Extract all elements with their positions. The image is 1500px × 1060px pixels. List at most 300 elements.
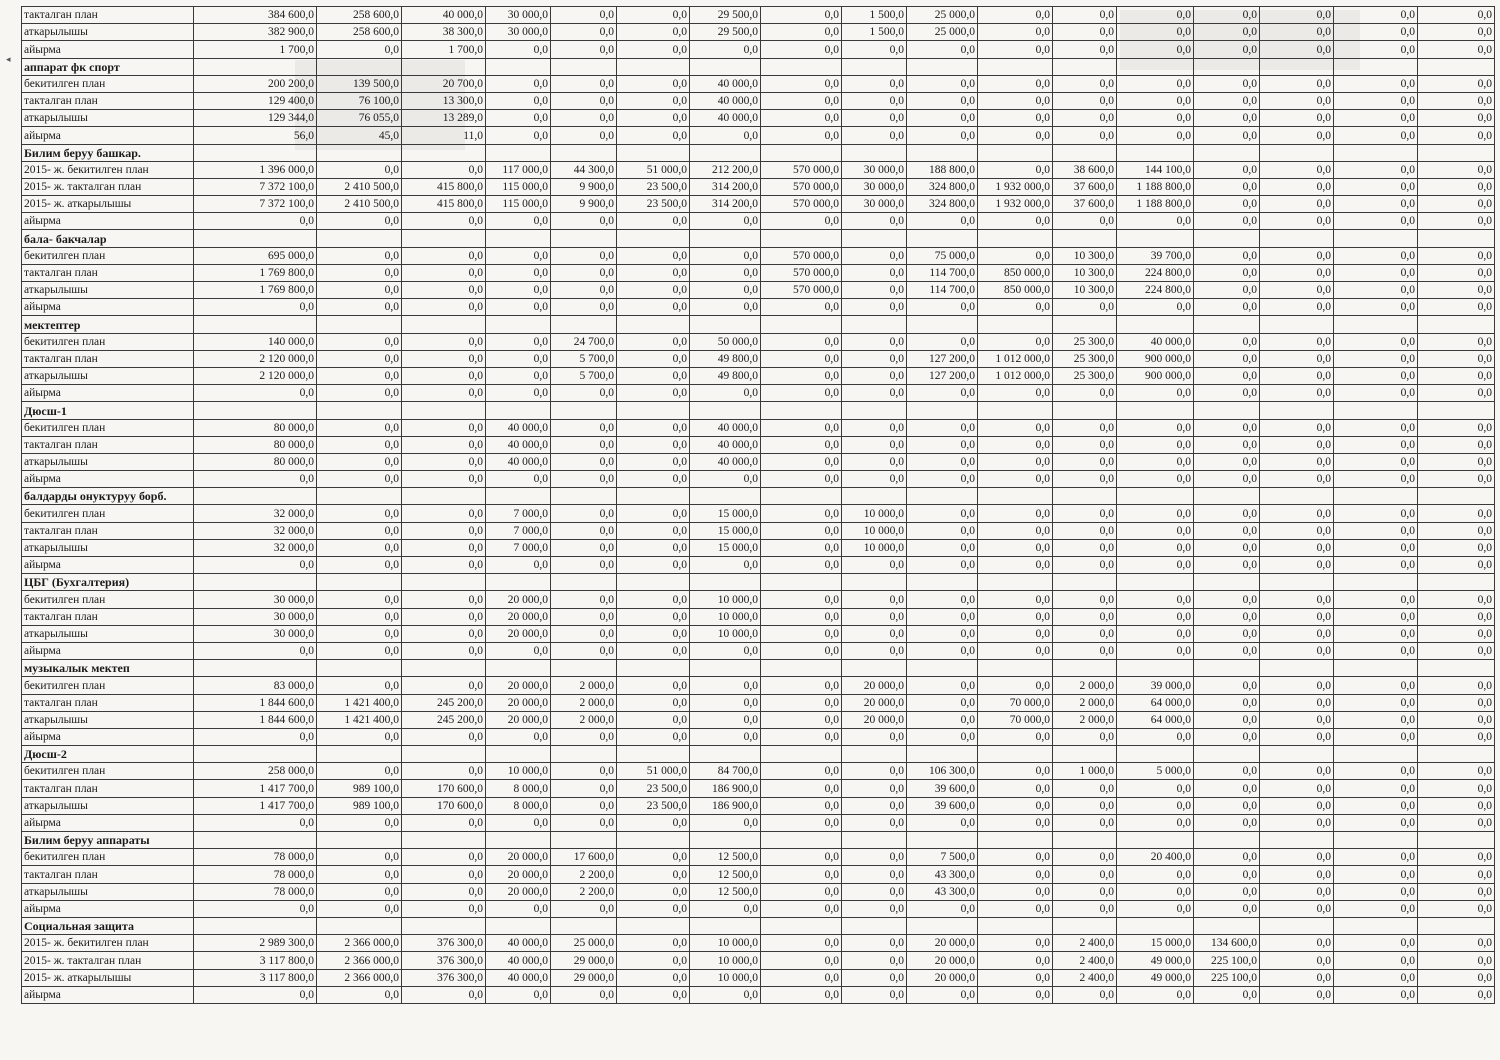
table-cell: 0,0 bbox=[978, 471, 1053, 488]
table-cell: 39 600,0 bbox=[907, 780, 978, 797]
table-row bbox=[22, 539, 1495, 556]
budget-table bbox=[21, 6, 1495, 1004]
table-cell bbox=[1334, 660, 1418, 677]
table-cell: 0,0 bbox=[978, 7, 1053, 24]
table-cell bbox=[551, 917, 617, 934]
table-cell: 0,0 bbox=[1053, 522, 1117, 539]
table-row bbox=[22, 161, 1495, 178]
table-cell: 0,0 bbox=[402, 883, 486, 900]
table-cell bbox=[907, 58, 978, 75]
table-cell: 5 700,0 bbox=[551, 367, 617, 384]
table-cell: 0,0 bbox=[402, 849, 486, 866]
table-cell: 0,0 bbox=[1334, 196, 1418, 213]
table-cell: 0,0 bbox=[978, 625, 1053, 642]
table-cell: 200 200,0 bbox=[194, 75, 317, 92]
table-cell: 0,0 bbox=[1194, 883, 1260, 900]
table-cell: 0,0 bbox=[617, 7, 690, 24]
table-cell bbox=[1260, 660, 1334, 677]
table-row bbox=[22, 471, 1495, 488]
table-cell: 0,0 bbox=[690, 247, 761, 264]
table-cell: 0,0 bbox=[1334, 797, 1418, 814]
table-cell: 1 769 800,0 bbox=[194, 282, 317, 299]
table-cell bbox=[1334, 402, 1418, 419]
table-cell: 0,0 bbox=[551, 110, 617, 127]
row-label: бекитилген план bbox=[22, 247, 194, 264]
row-label: аткарылышы bbox=[22, 711, 194, 728]
table-cell: 0,0 bbox=[1194, 797, 1260, 814]
table-cell bbox=[194, 144, 317, 161]
table-cell: 0,0 bbox=[194, 986, 317, 1003]
table-cell bbox=[1117, 58, 1194, 75]
section-row bbox=[22, 402, 1495, 419]
table-cell: 23 500,0 bbox=[617, 797, 690, 814]
table-cell: 10 300,0 bbox=[1053, 282, 1117, 299]
table-cell bbox=[551, 144, 617, 161]
table-cell: 0,0 bbox=[402, 522, 486, 539]
table-cell: 0,0 bbox=[1260, 196, 1334, 213]
table-cell: 0,0 bbox=[1418, 41, 1495, 58]
table-cell: 0,0 bbox=[317, 849, 402, 866]
row-label: бекитилген план bbox=[22, 849, 194, 866]
table-cell: 0,0 bbox=[1334, 814, 1418, 831]
table-cell: 0,0 bbox=[1053, 986, 1117, 1003]
table-cell bbox=[1194, 660, 1260, 677]
table-cell: 20 000,0 bbox=[486, 866, 551, 883]
table-cell: 0,0 bbox=[486, 367, 551, 384]
table-cell bbox=[1194, 230, 1260, 247]
table-cell: 0,0 bbox=[317, 453, 402, 470]
table-cell: 0,0 bbox=[1418, 299, 1495, 316]
table-row bbox=[22, 814, 1495, 831]
table-cell: 0,0 bbox=[402, 453, 486, 470]
row-label: айырма bbox=[22, 814, 194, 831]
table-cell: 2 410 500,0 bbox=[317, 178, 402, 195]
table-cell: 0,0 bbox=[690, 694, 761, 711]
table-cell: 20 000,0 bbox=[486, 883, 551, 900]
table-cell: 0,0 bbox=[317, 539, 402, 556]
table-cell: 0,0 bbox=[1053, 849, 1117, 866]
table-cell: 0,0 bbox=[978, 385, 1053, 402]
table-cell: 7 000,0 bbox=[486, 522, 551, 539]
table-cell: 0,0 bbox=[761, 419, 842, 436]
table-cell: 0,0 bbox=[842, 213, 907, 230]
table-cell: 0,0 bbox=[842, 385, 907, 402]
table-cell bbox=[617, 316, 690, 333]
table-cell: 0,0 bbox=[617, 814, 690, 831]
table-cell bbox=[486, 660, 551, 677]
row-label: такталган план bbox=[22, 350, 194, 367]
table-cell: 0,0 bbox=[1334, 161, 1418, 178]
table-cell: 0,0 bbox=[1418, 436, 1495, 453]
table-cell: 0,0 bbox=[1260, 178, 1334, 195]
table-cell bbox=[617, 660, 690, 677]
table-cell: 0,0 bbox=[842, 333, 907, 350]
row-label: 2015- ж. такталган план bbox=[22, 178, 194, 195]
table-cell: 850 000,0 bbox=[978, 264, 1053, 281]
table-cell: 0,0 bbox=[317, 677, 402, 694]
table-cell bbox=[761, 58, 842, 75]
table-cell bbox=[907, 488, 978, 505]
table-cell: 129 344,0 bbox=[194, 110, 317, 127]
table-cell: 170 600,0 bbox=[402, 780, 486, 797]
table-cell: 0,0 bbox=[486, 264, 551, 281]
table-cell: 0,0 bbox=[486, 92, 551, 109]
table-cell: 0,0 bbox=[551, 299, 617, 316]
table-cell: 0,0 bbox=[317, 625, 402, 642]
table-cell: 0,0 bbox=[978, 505, 1053, 522]
table-cell: 0,0 bbox=[1334, 436, 1418, 453]
table-cell: 0,0 bbox=[690, 728, 761, 745]
table-cell: 30 000,0 bbox=[842, 178, 907, 195]
table-cell: 0,0 bbox=[1194, 866, 1260, 883]
table-cell bbox=[317, 660, 402, 677]
table-cell bbox=[690, 230, 761, 247]
table-cell: 0,0 bbox=[1053, 539, 1117, 556]
table-row bbox=[22, 900, 1495, 917]
table-cell: 0,0 bbox=[1418, 385, 1495, 402]
row-label: бекитилген план bbox=[22, 419, 194, 436]
table-cell: 0,0 bbox=[978, 797, 1053, 814]
table-cell: 0,0 bbox=[551, 557, 617, 574]
table-cell: 0,0 bbox=[842, 127, 907, 144]
table-cell: 0,0 bbox=[551, 41, 617, 58]
table-row bbox=[22, 969, 1495, 986]
table-cell: 20 400,0 bbox=[1117, 849, 1194, 866]
table-cell: 0,0 bbox=[1260, 7, 1334, 24]
table-cell: 0,0 bbox=[1334, 350, 1418, 367]
table-cell: 0,0 bbox=[978, 522, 1053, 539]
row-label: айырма bbox=[22, 728, 194, 745]
table-cell: 0,0 bbox=[1053, 436, 1117, 453]
table-cell bbox=[486, 746, 551, 763]
table-cell bbox=[978, 917, 1053, 934]
table-cell: 0,0 bbox=[1260, 866, 1334, 883]
table-cell: 0,0 bbox=[1260, 247, 1334, 264]
row-label: бекитилген план bbox=[22, 75, 194, 92]
table-cell: 0,0 bbox=[1260, 557, 1334, 574]
table-cell: 0,0 bbox=[551, 797, 617, 814]
table-cell: 1 000,0 bbox=[1053, 763, 1117, 780]
table-cell: 415 800,0 bbox=[402, 178, 486, 195]
table-cell: 1 188 800,0 bbox=[1117, 178, 1194, 195]
table-cell: 0,0 bbox=[1260, 92, 1334, 109]
table-cell bbox=[761, 316, 842, 333]
table-cell: 0,0 bbox=[907, 41, 978, 58]
table-cell bbox=[617, 917, 690, 934]
table-cell: 2 120 000,0 bbox=[194, 350, 317, 367]
table-row bbox=[22, 350, 1495, 367]
table-cell: 115 000,0 bbox=[486, 196, 551, 213]
table-cell: 0,0 bbox=[1418, 522, 1495, 539]
table-cell: 30 000,0 bbox=[194, 591, 317, 608]
table-row bbox=[22, 110, 1495, 127]
table-cell: 0,0 bbox=[1418, 24, 1495, 41]
table-cell: 0,0 bbox=[1418, 333, 1495, 350]
table-cell: 0,0 bbox=[1418, 849, 1495, 866]
table-cell: 30 000,0 bbox=[486, 24, 551, 41]
table-cell bbox=[1260, 230, 1334, 247]
table-cell: 0,0 bbox=[1418, 7, 1495, 24]
table-cell: 0,0 bbox=[842, 642, 907, 659]
table-cell: 0,0 bbox=[1418, 900, 1495, 917]
table-cell: 0,0 bbox=[690, 557, 761, 574]
table-cell: 0,0 bbox=[1334, 849, 1418, 866]
row-label: аткарылышы bbox=[22, 282, 194, 299]
table-cell bbox=[317, 58, 402, 75]
table-cell: 0,0 bbox=[1334, 608, 1418, 625]
table-cell: 15 000,0 bbox=[690, 505, 761, 522]
table-cell: 0,0 bbox=[907, 436, 978, 453]
table-cell: 0,0 bbox=[617, 608, 690, 625]
table-row bbox=[22, 763, 1495, 780]
table-cell: 0,0 bbox=[1117, 883, 1194, 900]
row-label: аткарылышы bbox=[22, 883, 194, 900]
table-cell: 0,0 bbox=[1260, 41, 1334, 58]
table-cell: 0,0 bbox=[402, 986, 486, 1003]
table-cell: 80 000,0 bbox=[194, 453, 317, 470]
table-cell: 0,0 bbox=[1334, 264, 1418, 281]
table-cell: 0,0 bbox=[551, 539, 617, 556]
table-cell: 0,0 bbox=[842, 453, 907, 470]
row-label: айырма bbox=[22, 557, 194, 574]
table-row bbox=[22, 41, 1495, 58]
table-cell: 78 000,0 bbox=[194, 883, 317, 900]
table-cell: 0,0 bbox=[1418, 419, 1495, 436]
table-cell: 0,0 bbox=[317, 505, 402, 522]
table-cell: 0,0 bbox=[551, 419, 617, 436]
table-cell: 0,0 bbox=[1117, 814, 1194, 831]
table-cell: 1 417 700,0 bbox=[194, 780, 317, 797]
table-cell: 139 500,0 bbox=[317, 75, 402, 92]
table-cell: 0,0 bbox=[402, 471, 486, 488]
table-cell bbox=[1260, 746, 1334, 763]
table-cell: 0,0 bbox=[194, 471, 317, 488]
table-cell: 10 000,0 bbox=[690, 608, 761, 625]
table-cell: 0,0 bbox=[617, 264, 690, 281]
table-cell: 15 000,0 bbox=[690, 539, 761, 556]
table-cell: 129 400,0 bbox=[194, 92, 317, 109]
table-cell: 0,0 bbox=[978, 436, 1053, 453]
table-cell: 570 000,0 bbox=[761, 196, 842, 213]
table-cell: 0,0 bbox=[978, 935, 1053, 952]
table-cell bbox=[317, 316, 402, 333]
table-cell: 25 300,0 bbox=[1053, 333, 1117, 350]
table-cell bbox=[402, 917, 486, 934]
table-cell: 20 700,0 bbox=[402, 75, 486, 92]
table-cell: 0,0 bbox=[1053, 92, 1117, 109]
table-cell: 0,0 bbox=[842, 608, 907, 625]
table-cell: 0,0 bbox=[1053, 41, 1117, 58]
table-cell bbox=[402, 746, 486, 763]
table-cell bbox=[1260, 917, 1334, 934]
table-cell: 0,0 bbox=[317, 900, 402, 917]
table-cell: 40 000,0 bbox=[1117, 333, 1194, 350]
table-cell: 127 200,0 bbox=[907, 367, 978, 384]
row-label: такталган план bbox=[22, 522, 194, 539]
table-cell: 0,0 bbox=[761, 763, 842, 780]
table-cell: 0,0 bbox=[761, 694, 842, 711]
table-cell: 0,0 bbox=[842, 935, 907, 952]
table-cell: 23 500,0 bbox=[617, 178, 690, 195]
table-cell: 0,0 bbox=[551, 505, 617, 522]
table-cell: 0,0 bbox=[551, 453, 617, 470]
table-cell: 10 000,0 bbox=[690, 625, 761, 642]
table-cell: 0,0 bbox=[1334, 471, 1418, 488]
table-cell: 415 800,0 bbox=[402, 196, 486, 213]
table-cell: 0,0 bbox=[842, 247, 907, 264]
table-cell: 25 000,0 bbox=[907, 7, 978, 24]
table-cell: 0,0 bbox=[1418, 247, 1495, 264]
table-cell: 0,0 bbox=[761, 453, 842, 470]
table-cell: 32 000,0 bbox=[194, 522, 317, 539]
table-cell: 0,0 bbox=[978, 763, 1053, 780]
table-cell bbox=[1117, 144, 1194, 161]
table-row bbox=[22, 849, 1495, 866]
table-cell bbox=[1053, 917, 1117, 934]
table-cell: 0,0 bbox=[1260, 694, 1334, 711]
table-cell: 0,0 bbox=[1334, 557, 1418, 574]
table-cell: 0,0 bbox=[761, 333, 842, 350]
row-label: айырма bbox=[22, 986, 194, 1003]
table-cell bbox=[1260, 488, 1334, 505]
table-cell: 29 000,0 bbox=[551, 952, 617, 969]
table-cell: 7 000,0 bbox=[486, 539, 551, 556]
table-cell: 0,0 bbox=[551, 642, 617, 659]
section-row bbox=[22, 832, 1495, 849]
table-cell: 25 000,0 bbox=[907, 24, 978, 41]
table-cell: 0,0 bbox=[1194, 419, 1260, 436]
table-cell: 3 117 800,0 bbox=[194, 969, 317, 986]
table-row bbox=[22, 522, 1495, 539]
table-cell: 0,0 bbox=[617, 282, 690, 299]
table-cell: 0,0 bbox=[1260, 299, 1334, 316]
table-cell: 0,0 bbox=[842, 900, 907, 917]
table-cell: 0,0 bbox=[402, 264, 486, 281]
table-cell bbox=[1334, 488, 1418, 505]
table-cell: 0,0 bbox=[617, 213, 690, 230]
row-label: аткарылышы bbox=[22, 539, 194, 556]
table-cell: 37 600,0 bbox=[1053, 196, 1117, 213]
table-cell bbox=[1117, 917, 1194, 934]
table-cell: 0,0 bbox=[317, 41, 402, 58]
table-row bbox=[22, 333, 1495, 350]
table-cell: 0,0 bbox=[907, 213, 978, 230]
table-cell: 40 000,0 bbox=[690, 92, 761, 109]
table-cell: 0,0 bbox=[978, 866, 1053, 883]
table-row bbox=[22, 677, 1495, 694]
table-cell bbox=[1334, 58, 1418, 75]
table-cell bbox=[1117, 660, 1194, 677]
table-cell bbox=[317, 832, 402, 849]
table-cell: 0,0 bbox=[978, 591, 1053, 608]
table-cell: 0,0 bbox=[194, 385, 317, 402]
table-cell: 75 000,0 bbox=[907, 247, 978, 264]
table-cell: 40 000,0 bbox=[486, 419, 551, 436]
table-cell: 0,0 bbox=[1260, 952, 1334, 969]
table-cell bbox=[842, 746, 907, 763]
table-cell: 0,0 bbox=[978, 677, 1053, 694]
table-cell: 0,0 bbox=[317, 557, 402, 574]
table-cell: 0,0 bbox=[1117, 436, 1194, 453]
table-cell: 0,0 bbox=[1418, 797, 1495, 814]
table-cell bbox=[402, 488, 486, 505]
table-row bbox=[22, 419, 1495, 436]
table-cell: 0,0 bbox=[1418, 711, 1495, 728]
table-cell: 0,0 bbox=[551, 522, 617, 539]
table-cell: 0,0 bbox=[617, 471, 690, 488]
table-cell: 10 000,0 bbox=[690, 969, 761, 986]
table-cell bbox=[402, 832, 486, 849]
table-cell: 20 000,0 bbox=[486, 849, 551, 866]
table-cell: 0,0 bbox=[402, 282, 486, 299]
table-cell: 29 500,0 bbox=[690, 7, 761, 24]
table-cell: 0,0 bbox=[761, 866, 842, 883]
table-cell: 0,0 bbox=[1418, 196, 1495, 213]
table-cell bbox=[1418, 832, 1495, 849]
table-cell bbox=[317, 144, 402, 161]
table-cell: 0,0 bbox=[978, 952, 1053, 969]
table-cell: 106 300,0 bbox=[907, 763, 978, 780]
table-cell: 0,0 bbox=[978, 849, 1053, 866]
table-cell: 0,0 bbox=[761, 849, 842, 866]
table-cell: 1 417 700,0 bbox=[194, 797, 317, 814]
row-label: такталган план bbox=[22, 866, 194, 883]
table-cell: 0,0 bbox=[1418, 178, 1495, 195]
table-cell: 0,0 bbox=[1194, 763, 1260, 780]
table-row bbox=[22, 952, 1495, 969]
table-cell: 0,0 bbox=[1053, 505, 1117, 522]
table-cell: 0,0 bbox=[761, 935, 842, 952]
table-row bbox=[22, 24, 1495, 41]
table-cell: 76 055,0 bbox=[317, 110, 402, 127]
table-cell: 0,0 bbox=[978, 780, 1053, 797]
table-cell: 0,0 bbox=[1117, 608, 1194, 625]
table-cell: 258 600,0 bbox=[317, 24, 402, 41]
table-cell: 0,0 bbox=[1194, 161, 1260, 178]
table-cell: 1 932 000,0 bbox=[978, 178, 1053, 195]
table-cell bbox=[1418, 230, 1495, 247]
table-cell: 25 300,0 bbox=[1053, 350, 1117, 367]
table-cell: 0,0 bbox=[1194, 608, 1260, 625]
table-cell: 0,0 bbox=[978, 608, 1053, 625]
table-cell bbox=[317, 402, 402, 419]
table-cell bbox=[978, 574, 1053, 591]
table-cell: 0,0 bbox=[761, 127, 842, 144]
table-cell: 0,0 bbox=[1194, 625, 1260, 642]
table-cell: 49 000,0 bbox=[1117, 969, 1194, 986]
table-cell: 0,0 bbox=[551, 780, 617, 797]
table-cell: 0,0 bbox=[907, 75, 978, 92]
table-cell: 1 396 000,0 bbox=[194, 161, 317, 178]
table-cell: 0,0 bbox=[617, 625, 690, 642]
table-cell: 11,0 bbox=[402, 127, 486, 144]
table-cell: 70 000,0 bbox=[978, 694, 1053, 711]
table-cell: 0,0 bbox=[486, 282, 551, 299]
table-cell: 30 000,0 bbox=[486, 7, 551, 24]
table-cell: 0,0 bbox=[1418, 367, 1495, 384]
table-cell: 40 000,0 bbox=[486, 935, 551, 952]
table-cell: 0,0 bbox=[617, 419, 690, 436]
table-cell bbox=[842, 488, 907, 505]
section-row bbox=[22, 746, 1495, 763]
table-cell bbox=[1260, 832, 1334, 849]
table-cell: 25 000,0 bbox=[551, 935, 617, 952]
table-cell: 0,0 bbox=[1260, 780, 1334, 797]
table-cell: 0,0 bbox=[1418, 557, 1495, 574]
table-cell: 0,0 bbox=[761, 436, 842, 453]
table-cell: 2 200,0 bbox=[551, 883, 617, 900]
table-cell: 0,0 bbox=[1260, 539, 1334, 556]
